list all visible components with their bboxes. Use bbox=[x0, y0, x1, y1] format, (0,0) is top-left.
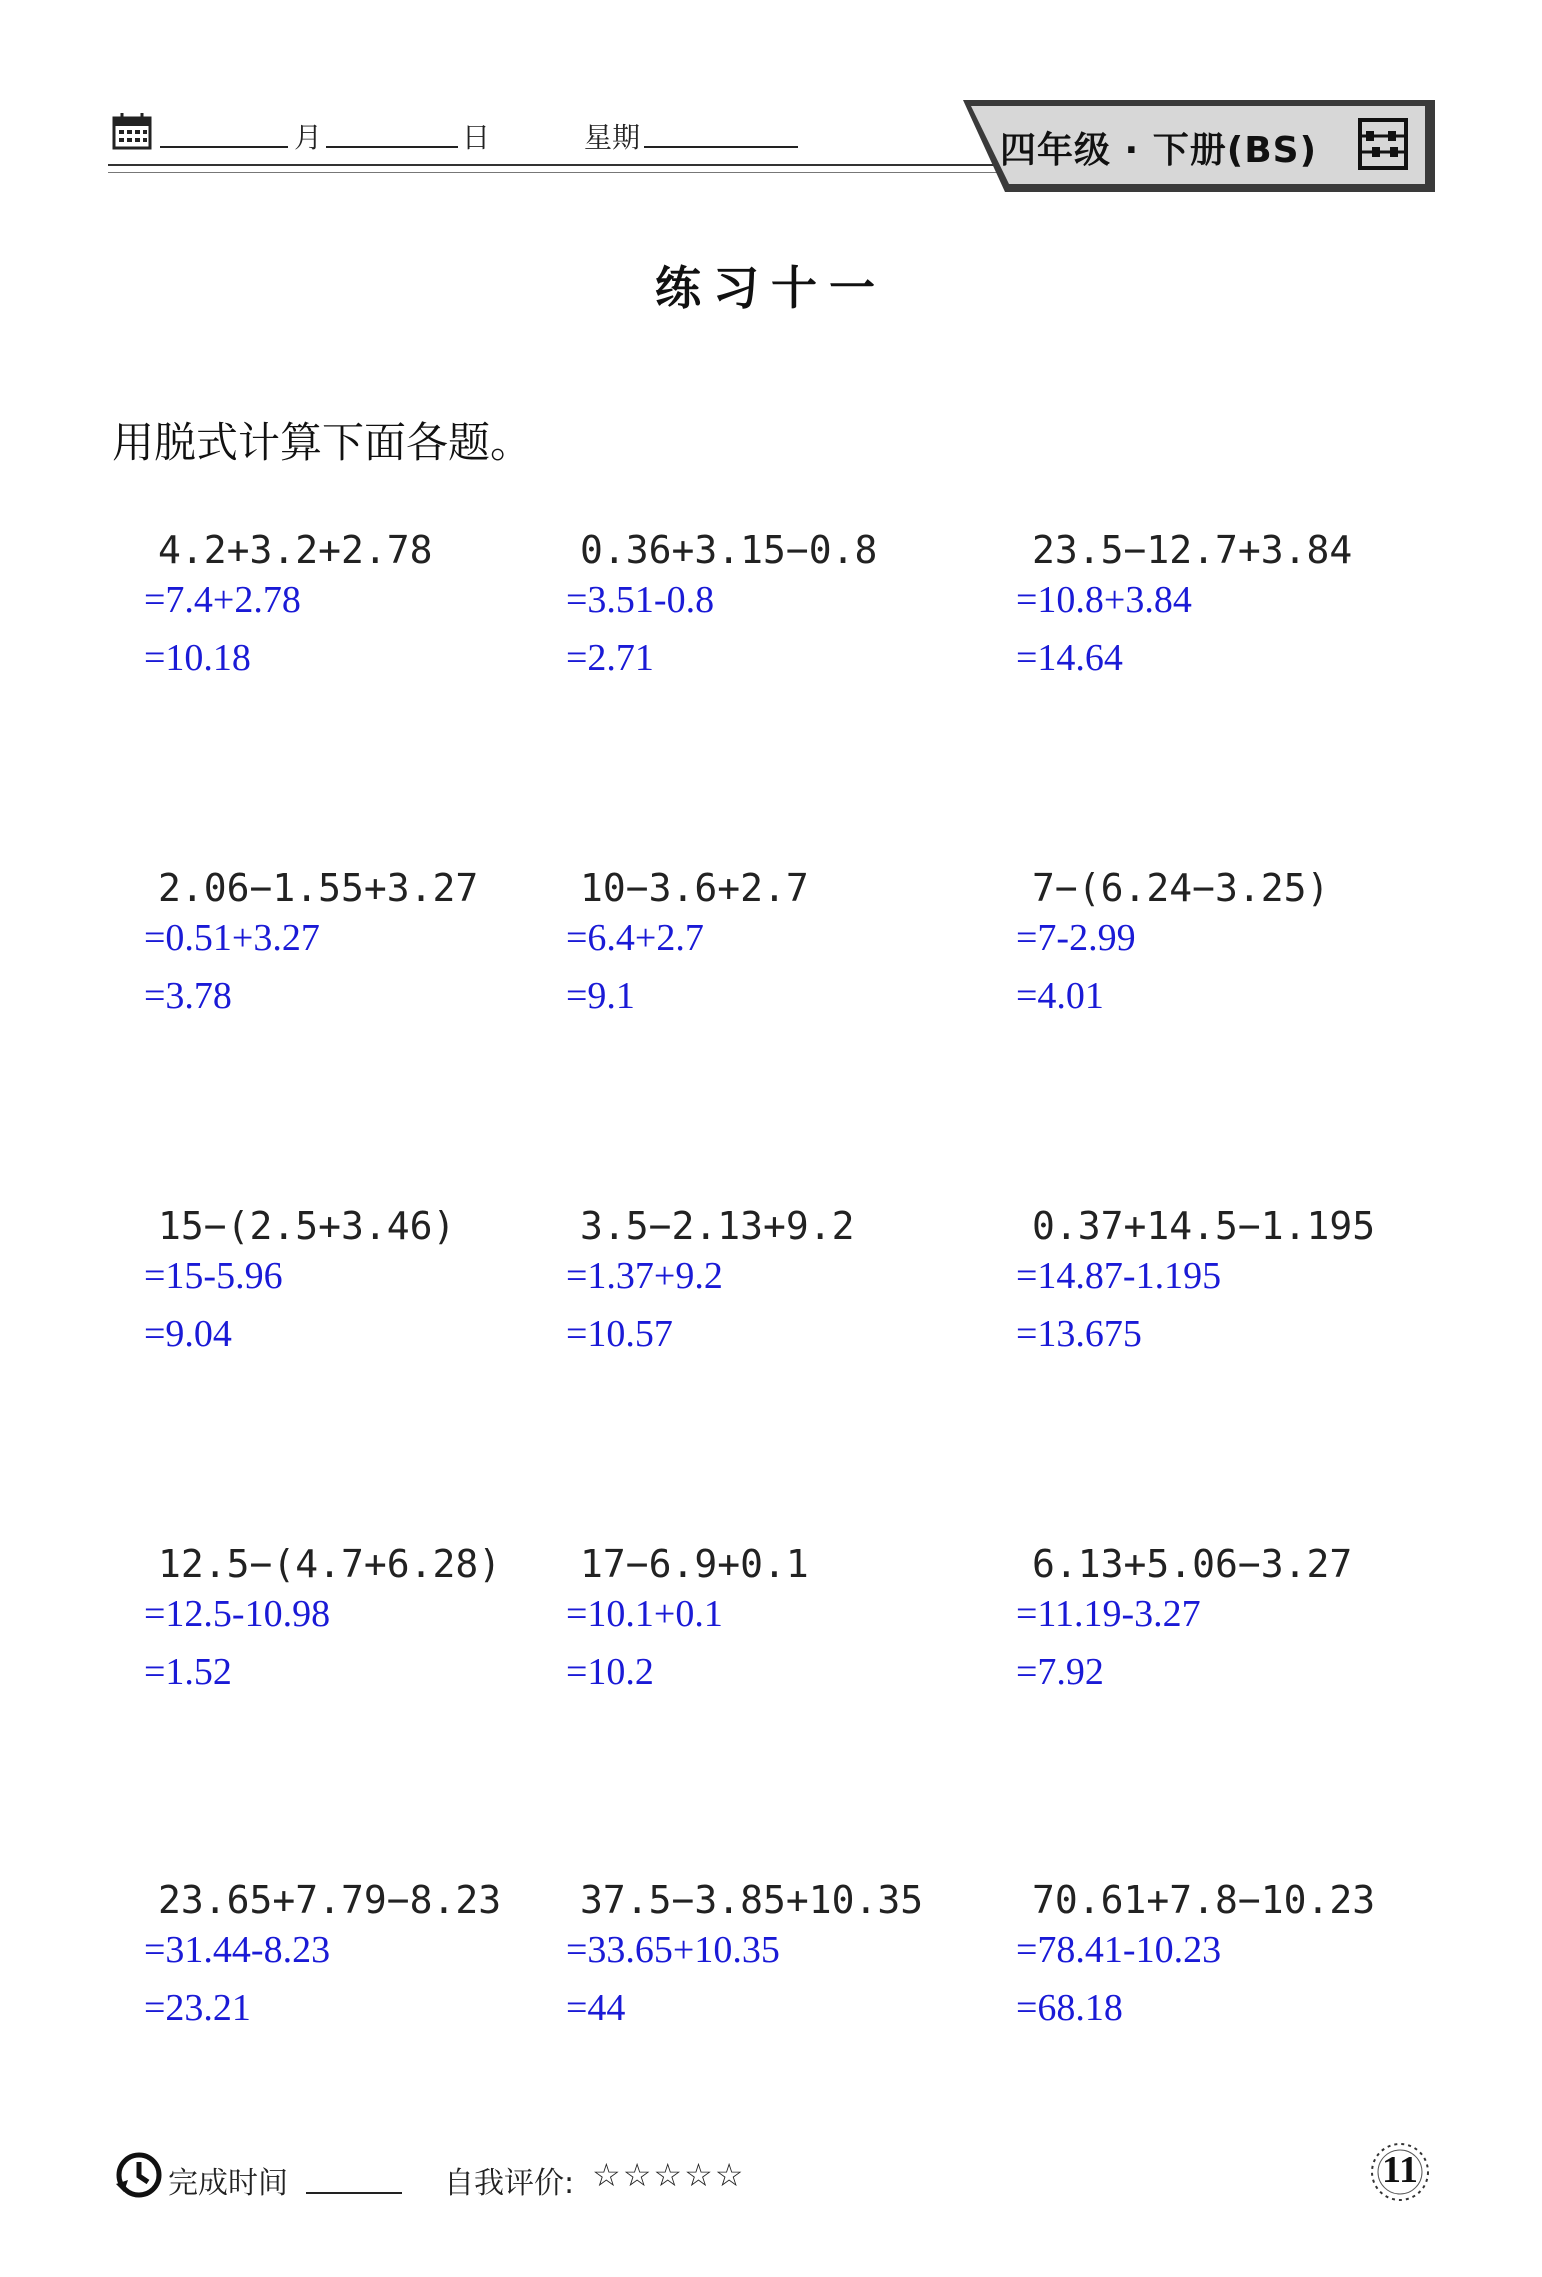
answer-step: =1.37+9.2 bbox=[566, 1255, 723, 1297]
answer-step: =14.87-1.195 bbox=[1016, 1255, 1222, 1297]
problem-expression: 17−6.9+0.1 bbox=[580, 1542, 809, 1586]
self-eval-label: 自我评价: bbox=[444, 2166, 575, 2201]
problem-expression: 37.5−3.85+10.35 bbox=[580, 1878, 924, 1922]
answer-step: =10.18 bbox=[144, 637, 251, 679]
instruction: 用脱式计算下面各题。 bbox=[112, 418, 533, 467]
answer-step: =14.64 bbox=[1016, 637, 1123, 679]
problem-expression: 2.06−1.55+3.27 bbox=[158, 866, 479, 910]
day-label: 日 bbox=[462, 121, 491, 154]
answer-step: =3.51-0.8 bbox=[566, 579, 715, 621]
problem-expression: 7−(6.24−3.25) bbox=[1032, 866, 1330, 910]
problem-expression: 0.37+14.5−1.195 bbox=[1032, 1204, 1376, 1248]
answer-step: =78.41-10.23 bbox=[1016, 1929, 1222, 1971]
weekday-blank[interactable] bbox=[644, 146, 798, 148]
self-eval-stars[interactable]: ☆☆☆☆☆ bbox=[592, 2156, 746, 2194]
problem-expression: 3.5−2.13+9.2 bbox=[580, 1204, 855, 1248]
answer-step: =0.51+3.27 bbox=[144, 917, 320, 959]
month-label: 月 bbox=[294, 121, 323, 154]
weekday-label: 星期 bbox=[584, 121, 641, 154]
problem-expression: 4.2+3.2+2.78 bbox=[158, 528, 433, 572]
answer-step: =9.1 bbox=[566, 975, 635, 1017]
header-rule-thin bbox=[108, 172, 1008, 173]
answer-step: =1.52 bbox=[144, 1651, 232, 1693]
answer-step: =6.4+2.7 bbox=[566, 917, 704, 959]
answer-step: =7.92 bbox=[1016, 1651, 1104, 1693]
answer-step: =44 bbox=[566, 1987, 626, 2029]
answer-step: =10.1+0.1 bbox=[566, 1593, 723, 1635]
page-title: 练习十一 bbox=[655, 261, 887, 315]
calendar-icon bbox=[112, 112, 152, 150]
answer-step: =12.5-10.98 bbox=[144, 1593, 331, 1635]
answer-step: =33.65+10.35 bbox=[566, 1929, 780, 1971]
answer-step: =10.8+3.84 bbox=[1016, 579, 1192, 621]
answer-step: =68.18 bbox=[1016, 1987, 1123, 2029]
abacus-icon bbox=[1358, 118, 1408, 170]
answer-step: =23.21 bbox=[144, 1987, 251, 2029]
answer-step: =13.675 bbox=[1016, 1313, 1142, 1355]
answer-step: =11.19-3.27 bbox=[1016, 1593, 1201, 1635]
problem-expression: 23.65+7.79−8.23 bbox=[158, 1878, 502, 1922]
problem-expression: 15−(2.5+3.46) bbox=[158, 1204, 456, 1248]
problem-expression: 6.13+5.06−3.27 bbox=[1032, 1542, 1353, 1586]
problem-expression: 12.5−(4.7+6.28) bbox=[158, 1542, 502, 1586]
grade-banner-text: 四年级 · 下册(BS) bbox=[1000, 130, 1318, 171]
answer-step: =10.57 bbox=[566, 1313, 673, 1355]
day-blank[interactable] bbox=[326, 146, 458, 148]
completion-time-blank[interactable] bbox=[306, 2192, 402, 2194]
answer-step: =10.2 bbox=[566, 1651, 654, 1693]
clock-icon bbox=[114, 2150, 164, 2200]
answer-step: =7-2.99 bbox=[1016, 917, 1136, 959]
problem-expression: 23.5−12.7+3.84 bbox=[1032, 528, 1353, 572]
problem-expression: 10−3.6+2.7 bbox=[580, 866, 809, 910]
answer-step: =2.71 bbox=[566, 637, 654, 679]
answer-step: =3.78 bbox=[144, 975, 232, 1017]
answer-step: =7.4+2.78 bbox=[144, 579, 301, 621]
answer-step: =9.04 bbox=[144, 1313, 232, 1355]
completion-time-label: 完成时间 bbox=[168, 2166, 288, 2201]
header-rule bbox=[108, 164, 1008, 166]
page-number: 11 bbox=[1382, 2149, 1418, 2191]
answer-step: =15-5.96 bbox=[144, 1255, 283, 1297]
problem-expression: 70.61+7.8−10.23 bbox=[1032, 1878, 1376, 1922]
answer-step: =4.01 bbox=[1016, 975, 1104, 1017]
answer-step: =31.44-8.23 bbox=[144, 1929, 331, 1971]
month-blank[interactable] bbox=[160, 146, 288, 148]
problem-expression: 0.36+3.15−0.8 bbox=[580, 528, 878, 572]
